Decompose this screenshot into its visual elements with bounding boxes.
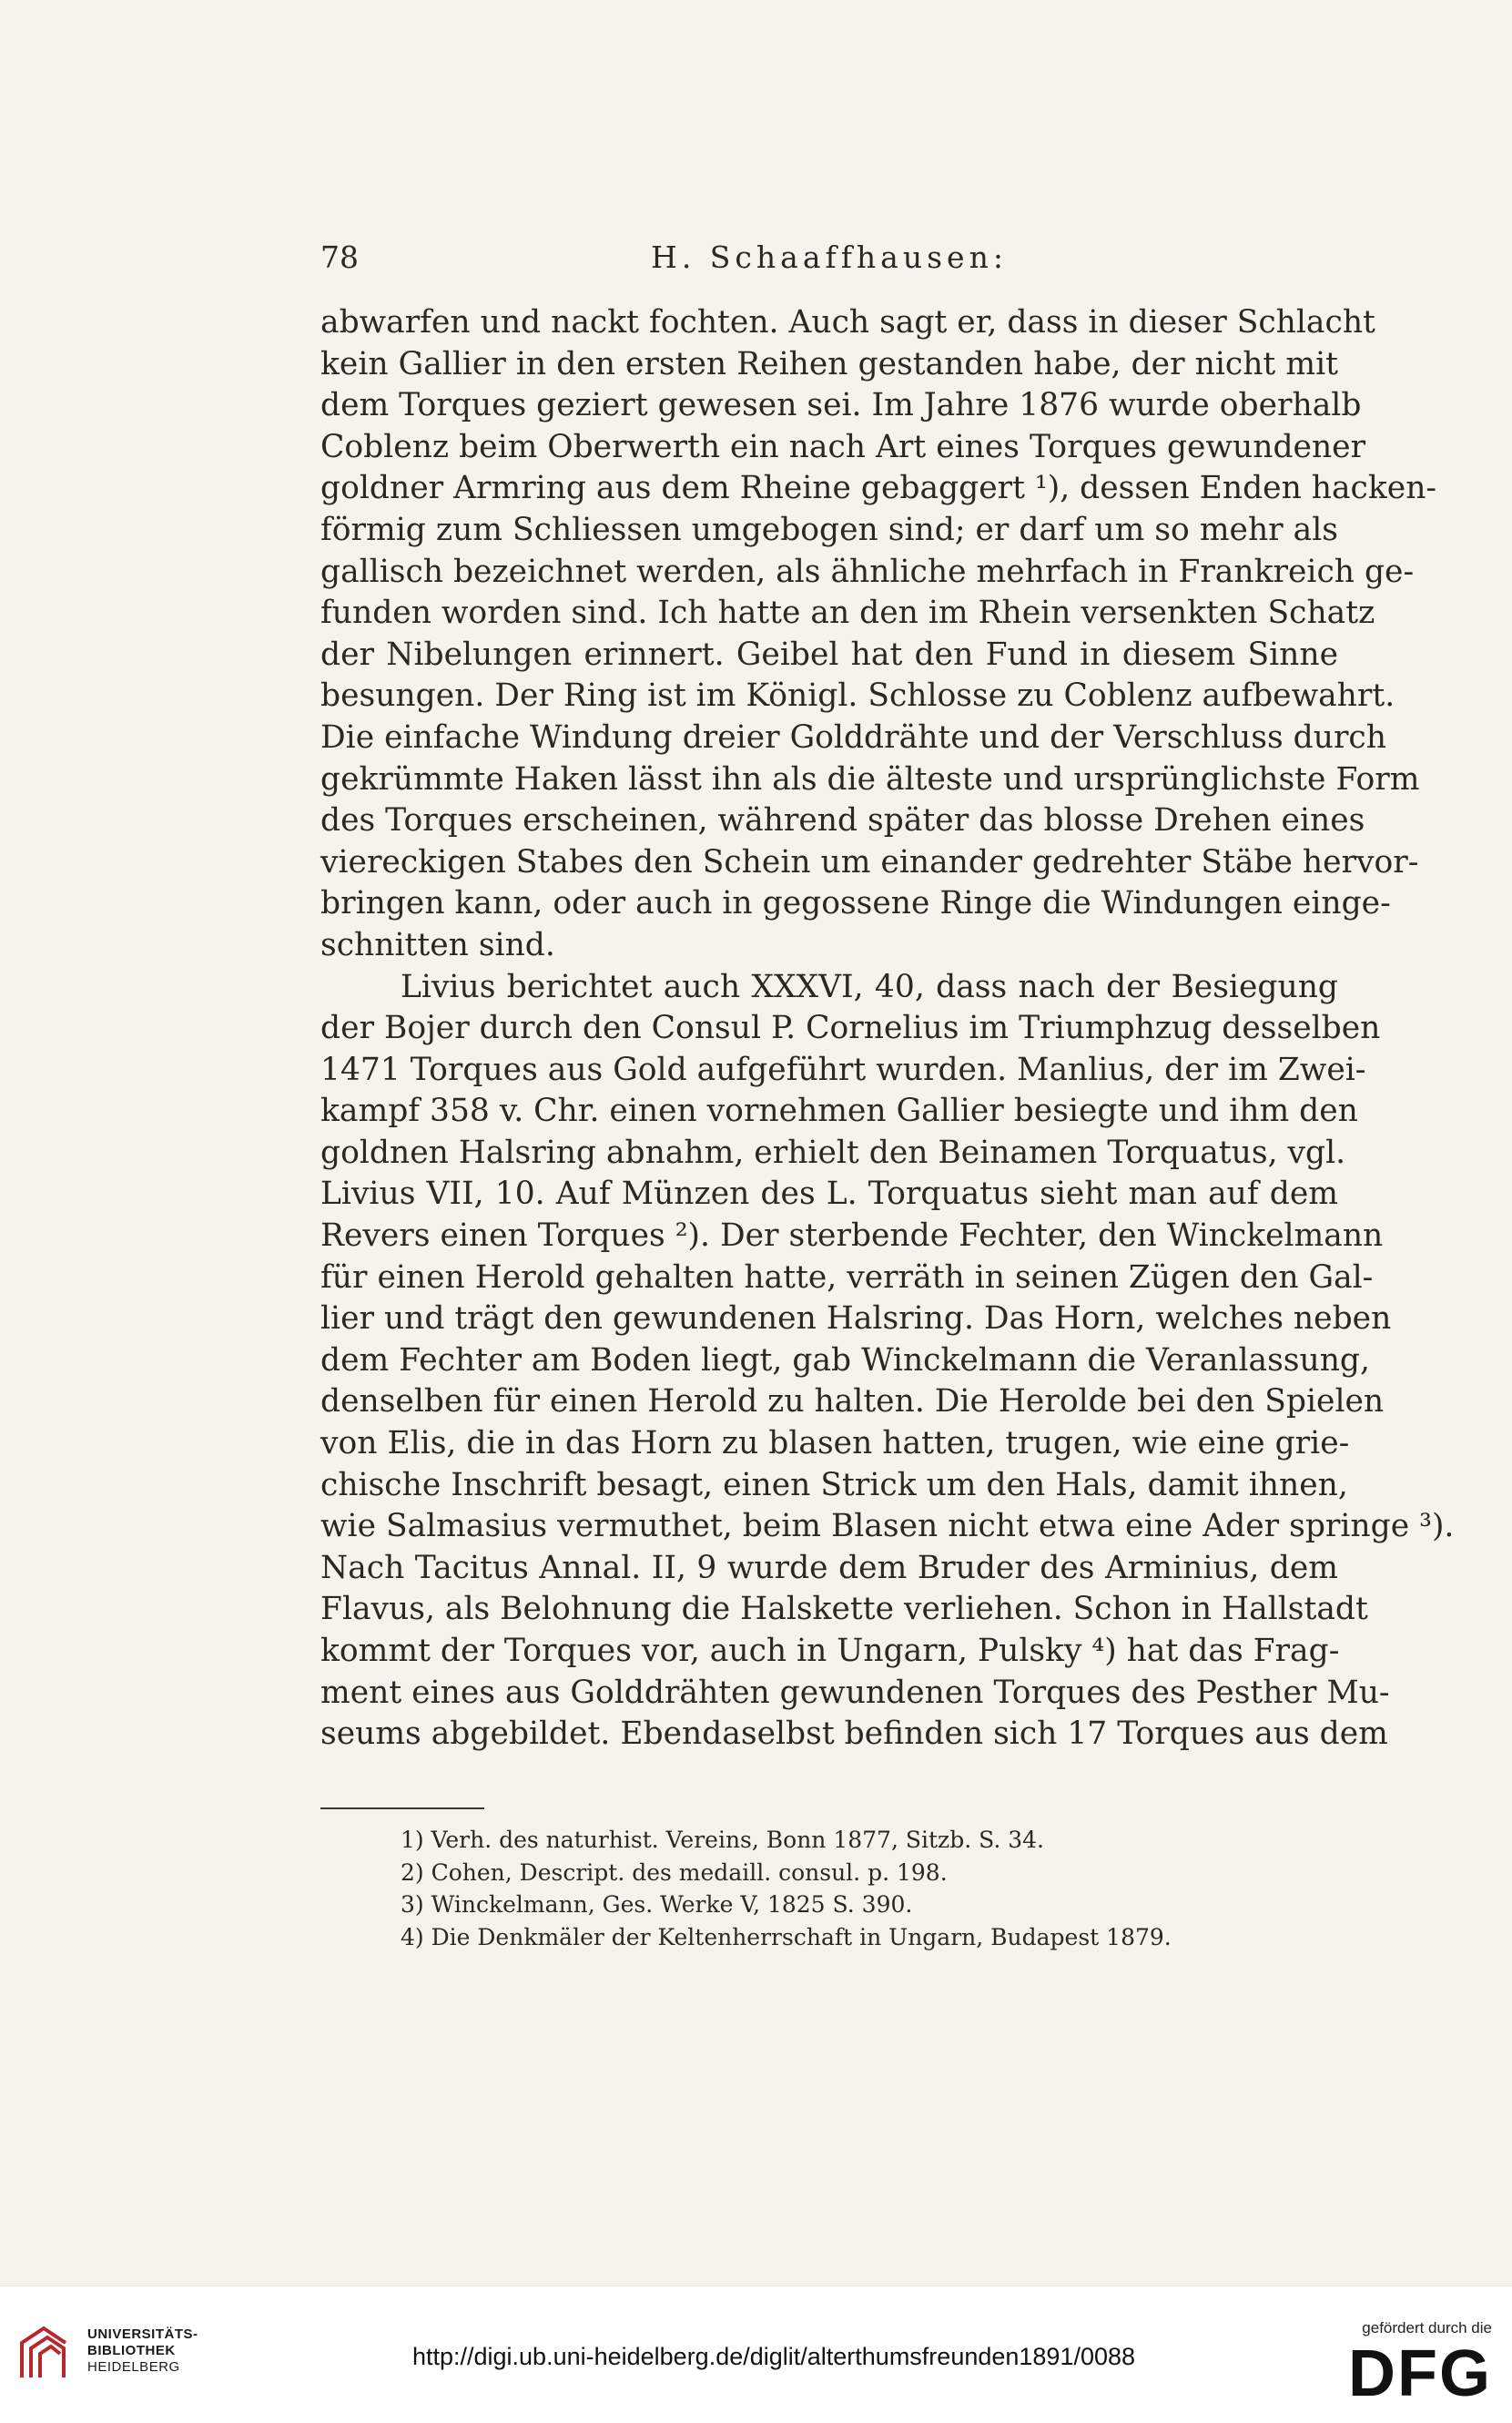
footnote: 2) Cohen, Descript. des medaill. consul. p. 198.: [401, 1858, 948, 1886]
text-line: Livius berichtet auch XXXVI, 40, dass nach der Besiegung: [401, 968, 1338, 1005]
text-line: kein Gallier in den ersten Reihen gestanden habe, der nicht mit: [320, 345, 1338, 382]
body-text: [320, 302, 1455, 1756]
page-header: [320, 235, 1338, 280]
text-line: für einen Herold gehalten hatte, verräth in seinen Zügen den Gal-: [320, 1258, 1374, 1296]
text-line: wie Salmasius vermuthet, beim Blasen nicht etwa eine Ader springe ³).: [320, 1508, 1455, 1545]
text-line: ment eines aus Golddrähten gewundenen Torques des Pesther Mu-: [320, 1674, 1390, 1711]
footnote: 3) Winckelmann, Ges. Werke V, 1825 S. 390.: [401, 1891, 913, 1918]
text-line: seums abgebildet. Ebendaselbst befinden sich 17 Torques aus dem: [320, 1715, 1388, 1753]
text-line: goldnen Halsring abnahm, erhielt den Beinamen Torquatus, vgl.: [320, 1134, 1346, 1171]
text-line: dem Fechter am Boden liegt, gab Winckelmann die Veranlassung,: [320, 1341, 1370, 1379]
library-name-line: BIBLIOTHEK: [87, 2343, 176, 2358]
library-name-line: HEIDELBERG: [87, 2359, 180, 2375]
text-line: Coblenz beim Oberwerth ein nach Art eines Torques gewundener: [320, 428, 1366, 465]
text-line: Nach Tacitus Annal. II, 9 wurde dem Bruder des Arminius, dem: [320, 1549, 1338, 1586]
text-line: Flavus, als Belohnung die Halskette verliehen. Schon in Hallstadt: [320, 1591, 1368, 1628]
dfg-logo: DFG: [1348, 2337, 1492, 2410]
text-line: kommt der Torques vor, auch in Ungarn, Pulsky ⁴) hat das Frag-: [320, 1633, 1340, 1669]
text-line: dem Torques geziert gewesen sei. Im Jahre 1876 wurde oberhalb: [320, 387, 1362, 424]
text-line: bringen kann, oder auch in gegossene Ringe die Windungen einge-: [320, 885, 1391, 922]
text-line: goldner Armring aus dem Rheine gebaggert ¹), dessen Enden hacken-: [320, 470, 1437, 507]
funding-caption: gefördert durch die: [1362, 2319, 1492, 2336]
text-line: schnitten sind.: [320, 926, 555, 963]
text-line: funden worden sind. Ich hatte an den im Rhein versenkten Schatz: [320, 595, 1375, 632]
text-line: lier und trägt den gewundenen Halsring. Das Horn, welches neben: [320, 1300, 1392, 1338]
text-line: gallisch bezeichnet werden, als ähnliche mehrfach in Frankreich ge-: [320, 553, 1415, 590]
footnote: 1) Verh. des naturhist. Vereins, Bonn 1877, Sitzb. S. 34.: [401, 1827, 1044, 1853]
text-line: kampf 358 v. Chr. einen vornehmen Gallier besiegte und ihm den: [320, 1093, 1358, 1130]
library-name-line: UNIVERSITÄTS-: [87, 2326, 198, 2342]
text-line: abwarfen und nackt fochten. Auch sagt er, dass in dieser Schlacht: [320, 304, 1375, 341]
text-line: Die einfache Windung dreier Golddrähte und der Verschluss durch: [320, 718, 1386, 756]
text-line: 1471 Torques aus Gold aufgeführt wurden. Manlius, der im Zwei-: [320, 1051, 1366, 1088]
text-line: des Torques erscheinen, während später das blosse Drehen eines: [320, 802, 1365, 840]
source-url-link[interactable]: http://digi.ub.uni-heidelberg.de/diglit/alterthumsfreunden1891/0088: [411, 2343, 1136, 2370]
library-name: [87, 2326, 198, 2376]
text-line: der Bojer durch den Consul P. Cornelius im Triumphzug desselben: [320, 1010, 1381, 1047]
text-line: Livius VII, 10. Auf Münzen des L. Torquatus sieht man auf dem: [320, 1176, 1338, 1213]
text-line: von Elis, die in das Horn zu blasen hatten, trugen, wie eine grie-: [320, 1425, 1350, 1462]
footnote-divider: [320, 1807, 484, 1809]
text-line: chische Inschrift besagt, einen Strick um den Hals, damit ihnen,: [320, 1466, 1348, 1503]
page-number: 78: [320, 239, 359, 275]
digitization-footer: [0, 2286, 1512, 2423]
text-line: denselben für einen Herold zu halten. Die Herolde bei den Spielen: [320, 1383, 1385, 1420]
text-line: Revers einen Torques ²). Der sterbende Fechter, den Winckelmann: [320, 1217, 1384, 1255]
text-line: viereckigen Stabes den Schein um einander gedrehter Stäbe hervor-: [320, 843, 1419, 881]
text-line: besungen. Der Ring ist im Königl. Schlosse zu Coblenz aufbewahrt.: [320, 677, 1395, 715]
running-head: H. Schaaffhausen:: [651, 239, 1008, 275]
text-line: gekrümmte Haken lässt ihn als die älteste und ursprünglichste Form: [320, 760, 1420, 798]
text-line: der Nibelungen erinnert. Geibel hat den Fund in diesem Sinne: [320, 636, 1338, 673]
footnote: 4) Die Denkmäler der Keltenherrschaft in Ungarn, Budapest 1879.: [401, 1923, 1172, 1950]
university-library-logo-icon: [13, 2323, 76, 2387]
text-line: förmig zum Schliessen umgebogen sind; er darf um so mehr als: [320, 511, 1338, 548]
footnotes: [401, 1824, 1338, 1953]
